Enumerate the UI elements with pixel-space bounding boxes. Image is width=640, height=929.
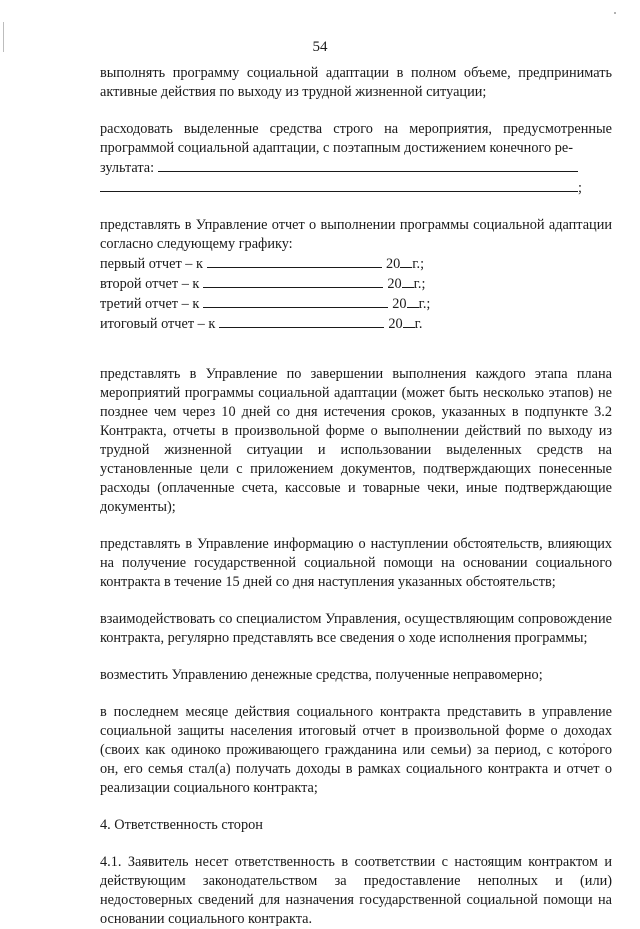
year-prefix: 20 xyxy=(385,256,401,272)
year-prefix: 20 xyxy=(392,296,407,312)
obligation-paragraph: расходовать выделенные средства строго на мероприятия, предусмотренные программой социальной адаптации, с поэтапным достижением конечного ре- xyxy=(100,121,612,156)
schedule-label: итоговый отчет – к xyxy=(100,316,216,332)
year-blank xyxy=(400,254,412,268)
year-suffix: г.; xyxy=(418,296,431,312)
schedule-row xyxy=(100,274,612,294)
schedule-label: второй отчет – к xyxy=(100,276,200,292)
year-blank xyxy=(403,314,415,328)
responsibility-paragraph: 4.1. Заявитель несет ответственность в соответствии с настоящим контрактом и действующим законодательством за предоставление неполных и (или) недостоверных сведений для назначения государственной социальной помощи на основании социального контракта. xyxy=(100,854,612,927)
date-blank-line xyxy=(203,274,383,288)
schedule-label: третий отчет – к xyxy=(100,296,200,312)
section-heading: 4. Ответственность сторон xyxy=(100,817,263,833)
page-number: 54 xyxy=(312,39,328,55)
result-fill-line-2 xyxy=(100,178,612,198)
obligation-paragraph: выполнять программу социальной адаптации в полном объеме, предпринимать активные действия по выходу из трудной жизненной ситуации; xyxy=(100,65,612,100)
blank-line xyxy=(158,158,578,172)
year-suffix: г.; xyxy=(412,256,425,272)
obligation-paragraph: представлять в Управление отчет о выполнении программы социальной адаптации согласно следующему графику: xyxy=(100,217,612,252)
obligation-paragraph: представлять в Управление по завершении выполнения каждого этапа плана мероприятий программы социальной адаптации (может быть несколько этапов) не позднее чем через 10 дней со дня истечения сроков, указанных в подпункте 3.2 Контракта, отчеты в произвольной форме о выполнении действий по выходу из трудной жизненной ситуации и использовании выделенных средств на установленные цели с приложением документов, подтверждающих понесенные расходы (оплаченные счета, кассовые и товарные чеки, иные подтверждающие документы); xyxy=(100,366,612,515)
report-schedule xyxy=(100,254,612,334)
date-blank-line xyxy=(207,254,382,268)
obligation-paragraph: представлять в Управление информацию о наступлении обстоятельств, влияющих на получение государственной социальной помощи на основании социального контракта в течение 15 дней со дня наступления указанных обстоятельств; xyxy=(100,536,612,590)
schedule-row xyxy=(100,294,612,314)
year-blank xyxy=(407,294,419,308)
year-prefix: 20 xyxy=(387,276,402,292)
scan-speck xyxy=(614,12,616,14)
schedule-row xyxy=(100,314,612,334)
date-blank-line xyxy=(203,294,388,308)
schedule-row xyxy=(100,254,612,274)
document-body xyxy=(100,64,612,929)
schedule-label: первый отчет – к xyxy=(100,256,203,272)
obligation-paragraph: в последнем месяце действия социального контракта представить в управление социальной защиты населения итоговый отчет в произвольной форме о доходах (своих как одиноко проживающего гражданина или семьи) за период, с которого он, его семья стал(а) получать доходы в рамках социального контракта и отчет о реализации социального контракта; xyxy=(100,704,612,796)
year-suffix: г.; xyxy=(413,276,426,292)
obligation-paragraph: взаимодействовать со специалистом Управления, осуществляющим сопровождение контракта, регулярно представлять все сведения о ходе исполнения программы; xyxy=(100,611,612,646)
result-fill-line xyxy=(100,158,612,178)
result-label: зультата: xyxy=(100,160,155,176)
year-prefix: 20 xyxy=(388,316,403,332)
blank-line xyxy=(100,178,578,192)
line-end-punctuation: ; xyxy=(578,180,582,196)
date-blank-line xyxy=(219,314,384,328)
year-blank xyxy=(402,274,414,288)
obligation-paragraph: возместить Управлению денежные средства, полученные неправомерно; xyxy=(100,667,543,683)
year-suffix: г. xyxy=(414,316,423,332)
